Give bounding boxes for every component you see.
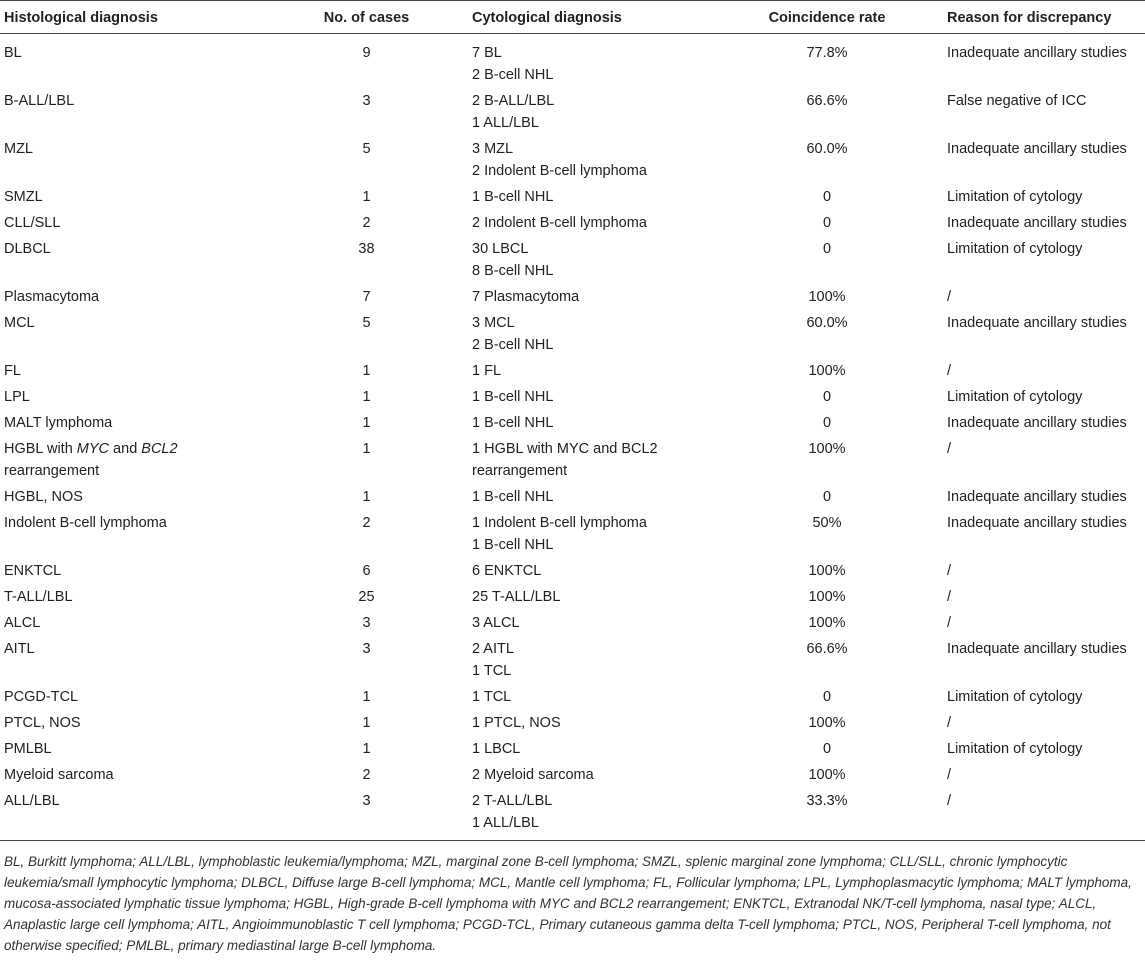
cell-reason: Inadequate ancillary studies [947,45,1127,61]
cell-histological [0,610,265,636]
cell-cytological [468,610,711,636]
header-row [0,1,1145,34]
cell-cytological [468,436,711,484]
cell-reason: / [947,589,952,605]
table-row [0,34,1145,89]
cell-cases: 1 [362,415,371,431]
cytological-line: 2 T-ALL/LBL [472,793,553,809]
histological-text: CLL/SLL [4,215,61,231]
cell-cases: 3 [362,641,371,657]
cell-cytological [468,358,711,384]
cell-cases: 9 [362,45,371,61]
histological-text: LPL [4,389,30,405]
cytological-line: 1 HGBL with MYC and BCL2 [472,441,658,457]
cell-reason: Inadequate ancillary studies [947,315,1127,331]
cell-histological [0,436,265,484]
cell-histological [0,584,265,610]
histological-text: ALL/LBL [4,793,60,809]
histological-text: MZL [4,141,33,157]
histological-text: FL [4,363,21,379]
cell-cases: 2 [362,215,371,231]
cell-cytological [468,558,711,584]
cell-reason: Inadequate ancillary studies [947,515,1127,531]
cell-cytological [468,684,711,710]
cytological-line: 6 ENKTCL [472,563,542,579]
cell-rate: 66.6% [806,641,848,657]
cell-rate: 100% [808,563,846,579]
cell-cytological [468,762,711,788]
cell-cases: 3 [362,93,371,109]
cell-histological [0,788,265,841]
cell-reason: / [947,615,952,631]
cell-rate: 60.0% [806,315,848,331]
cytological-line: 25 T-ALL/LBL [472,589,561,605]
cell-cases: 1 [362,715,371,731]
histological-text: PMLBL [4,741,52,757]
cell-cases: 2 [362,767,371,783]
table-row [0,736,1145,762]
table-row [0,210,1145,236]
cell-cytological [468,384,711,410]
cell-cytological [468,484,711,510]
cell-cases: 1 [362,689,371,705]
cell-cytological [468,636,711,684]
header-cytological: Cytological diagnosis [468,1,711,34]
cell-cases: 7 [362,289,371,305]
cell-cytological [468,710,711,736]
cell-cases: 3 [362,615,371,631]
cell-reason: / [947,441,952,457]
header-histological: Histological diagnosis [0,1,265,34]
cell-histological [0,236,265,284]
table-row [0,584,1145,610]
cell-histological [0,284,265,310]
cell-rate: 0 [822,489,832,505]
table-row [0,410,1145,436]
table-row [0,184,1145,210]
table-row [0,136,1145,184]
cell-reason: Limitation of cytology [947,241,1083,257]
cell-rate: 0 [822,241,832,257]
histological-text: T-ALL/LBL [4,589,73,605]
table-row [0,510,1145,558]
histological-text-part: BCL2 [141,441,178,457]
cell-cytological [468,184,711,210]
histological-text: ALCL [4,615,41,631]
table-footnote: BL, Burkitt lymphoma; ALL/LBL, lymphoblastic leukemia/lymphoma; MZL, marginal zone B-cell lymphoma; SMZL, splenic marginal zone lymphoma; CLL/SLL, chronic lymphocytic leukemia/small lymphocytic lymphoma; DLBCL, Diffuse large B-cell lymphoma; MCL, Mantle cell lymphoma; FL, Follicular lymphoma; LPL, Lymphoplasmacytic lymphoma; MALT lymphoma, mucosa-associated lymphatic tissue lymphoma; HGBL, High-grade B-cell lymphoma with MYC and BCL2 rearrangement; ENKTCL, Extranodal NK/T-cell lymphoma, nasal type; ALCL, Anaplastic large cell lymphoma; AITL, Angioimmunoblastic T cell lymphoma; PCGD-TCL, Primary cutaneous gamma delta T-cell lymphoma; PTCL, NOS, Peripheral T-cell lymphoma, not otherwise specified; PMLBL, primary mediastinal large B-cell lymphoma. [4,854,1132,953]
histological-text: B-ALL/LBL [4,93,75,109]
header-rate: Coincidence rate [711,1,943,34]
cytological-line: 2 B-cell NHL [472,67,554,83]
cell-rate: 66.6% [806,93,848,109]
cell-rate: 100% [808,589,846,605]
cell-reason: / [947,563,952,579]
histological-text-part: rearrangement [4,463,100,479]
table-row [0,610,1145,636]
histological-text: Plasmacytoma [4,289,100,305]
cytological-line: 1 ALL/LBL [472,115,539,131]
cell-cytological [468,136,711,184]
cell-histological [0,762,265,788]
cytological-line: 7 BL [472,45,502,61]
histological-text: BL [4,45,22,61]
histological-text: DLBCL [4,241,51,257]
table-row [0,284,1145,310]
histological-text-part: HGBL with [4,441,77,457]
cell-histological [0,384,265,410]
table-row [0,636,1145,684]
cell-reason: Limitation of cytology [947,689,1083,705]
table-header [0,1,1145,34]
cell-cytological [468,736,711,762]
cell-histological [0,736,265,762]
cell-rate: 100% [808,767,846,783]
table-row [0,384,1145,410]
histological-text-part: MYC [76,441,110,457]
histological-text: Myeloid sarcoma [4,767,114,783]
cytological-line: 2 AITL [472,641,514,657]
cytological-line: 3 ALCL [472,615,520,631]
cell-rate: 100% [808,441,846,457]
cell-rate: 100% [808,289,846,305]
cell-histological [0,410,265,436]
cytological-line: 1 B-cell NHL [472,389,554,405]
cytological-line: 1 B-cell NHL [472,537,554,553]
cell-cases: 2 [362,515,371,531]
cell-histological [0,184,265,210]
cytological-line: 1 B-cell NHL [472,189,554,205]
cell-cytological [468,284,711,310]
cell-cases: 38 [358,241,375,257]
histological-text: MALT lymphoma [4,415,113,431]
cell-cytological [468,410,711,436]
cytological-line: 2 Myeloid sarcoma [472,767,594,783]
cell-histological [0,558,265,584]
cell-rate: 100% [808,615,846,631]
cell-cytological [468,236,711,284]
cell-cases: 5 [362,141,371,157]
cell-cases: 1 [362,363,371,379]
cell-histological [0,484,265,510]
cell-histological [0,636,265,684]
cytological-line: 2 B-cell NHL [472,337,554,353]
cell-reason: / [943,788,1145,841]
table-row [0,88,1145,136]
table-body [0,34,1145,841]
cell-cases: 5 [362,315,371,331]
cell-histological [0,210,265,236]
cell-reason: Inadequate ancillary studies [947,141,1127,157]
histological-text: Indolent B-cell lymphoma [4,515,167,531]
cell-rate: 50% [812,515,842,531]
cell-cases: 1 [362,389,371,405]
cell-histological [0,710,265,736]
header-reason: Reason for discrepancy [943,1,1145,34]
cell-rate: 0 [822,741,832,757]
cell-histological [0,34,265,89]
cytological-line: 2 Indolent B-cell lymphoma [472,163,647,179]
cell-rate: 77.8% [806,45,848,61]
cell-rate: 100% [808,715,846,731]
cell-histological [0,684,265,710]
cell-rate: 0 [822,689,832,705]
cell-histological [0,358,265,384]
cell-reason: Inadequate ancillary studies [947,215,1127,231]
cell-rate: 0 [822,215,832,231]
cell-rate: 0 [822,389,832,405]
cell-reason: False negative of ICC [947,93,1087,109]
histological-text: PTCL, NOS [4,715,81,731]
cell-cytological [468,88,711,136]
cell-rate: 60.0% [806,141,848,157]
table-row [0,684,1145,710]
cell-cytological [468,34,711,89]
cell-rate: 0 [822,415,832,431]
cell-cases: 1 [362,441,371,457]
cell-cytological [468,584,711,610]
cell-rate: 33.3% [711,788,943,841]
cytological-line: 1 FL [472,363,502,379]
cell-reason: / [947,767,952,783]
cytological-line: rearrangement [472,463,568,479]
cell-reason: Inadequate ancillary studies [947,489,1127,505]
cell-reason: Inadequate ancillary studies [947,415,1127,431]
cell-cytological [468,788,711,841]
histological-text: MCL [4,315,35,331]
header-cases: No. of cases [265,1,468,34]
cell-cases: 1 [362,741,371,757]
table-row [0,788,1145,841]
table-row [0,558,1145,584]
cytological-line: 1 ALL/LBL [472,815,539,831]
cell-cytological [468,210,711,236]
cell-cytological [468,510,711,558]
cytological-line: 1 Indolent B-cell lymphoma [472,515,647,531]
cell-reason: Limitation of cytology [947,389,1083,405]
cytological-line: 30 LBCL [472,241,529,257]
cell-cases: 6 [362,563,371,579]
histological-text: HGBL, NOS [4,489,83,505]
cytological-line: 3 MCL [472,315,515,331]
cytological-line: 2 B-ALL/LBL [472,93,555,109]
histological-text: PCGD-TCL [4,689,79,705]
cell-reason: Limitation of cytology [947,741,1083,757]
table-row [0,310,1145,358]
table-row [0,484,1145,510]
cytological-line: 1 PTCL, NOS [472,715,561,731]
cell-cytological [468,310,711,358]
histological-text: SMZL [4,189,43,205]
cytological-line: 7 Plasmacytoma [472,289,580,305]
cell-reason: / [947,715,952,731]
cell-cases: 1 [362,489,371,505]
cell-reason: / [947,289,952,305]
table-row [0,358,1145,384]
cell-cases: 1 [362,189,371,205]
cytological-line: 2 Indolent B-cell lymphoma [472,215,647,231]
cytological-line: 1 TCL [472,663,512,679]
cell-histological [0,510,265,558]
cell-reason: / [947,363,952,379]
cell-reason: Inadequate ancillary studies [947,641,1127,657]
cell-cases: 3 [265,788,468,841]
cell-rate: 100% [808,363,846,379]
cell-rate: 0 [822,189,832,205]
cell-cases: 25 [358,589,375,605]
histological-text: AITL [4,641,35,657]
cytological-line: 1 LBCL [472,741,521,757]
cytological-line: 3 MZL [472,141,514,157]
cell-histological [0,310,265,358]
cytological-line: 1 TCL [472,689,512,705]
cell-reason: Limitation of cytology [947,189,1083,205]
histological-text: ENKTCL [4,563,62,579]
cytological-line: 1 B-cell NHL [472,415,554,431]
cytological-line: 1 B-cell NHL [472,489,554,505]
histological-text-part: and [109,441,142,457]
table-row [0,710,1145,736]
table-row [0,762,1145,788]
table-row [0,436,1145,484]
cell-histological [0,88,265,136]
table-row [0,236,1145,284]
cell-histological [0,136,265,184]
cytological-line: 8 B-cell NHL [472,263,554,279]
